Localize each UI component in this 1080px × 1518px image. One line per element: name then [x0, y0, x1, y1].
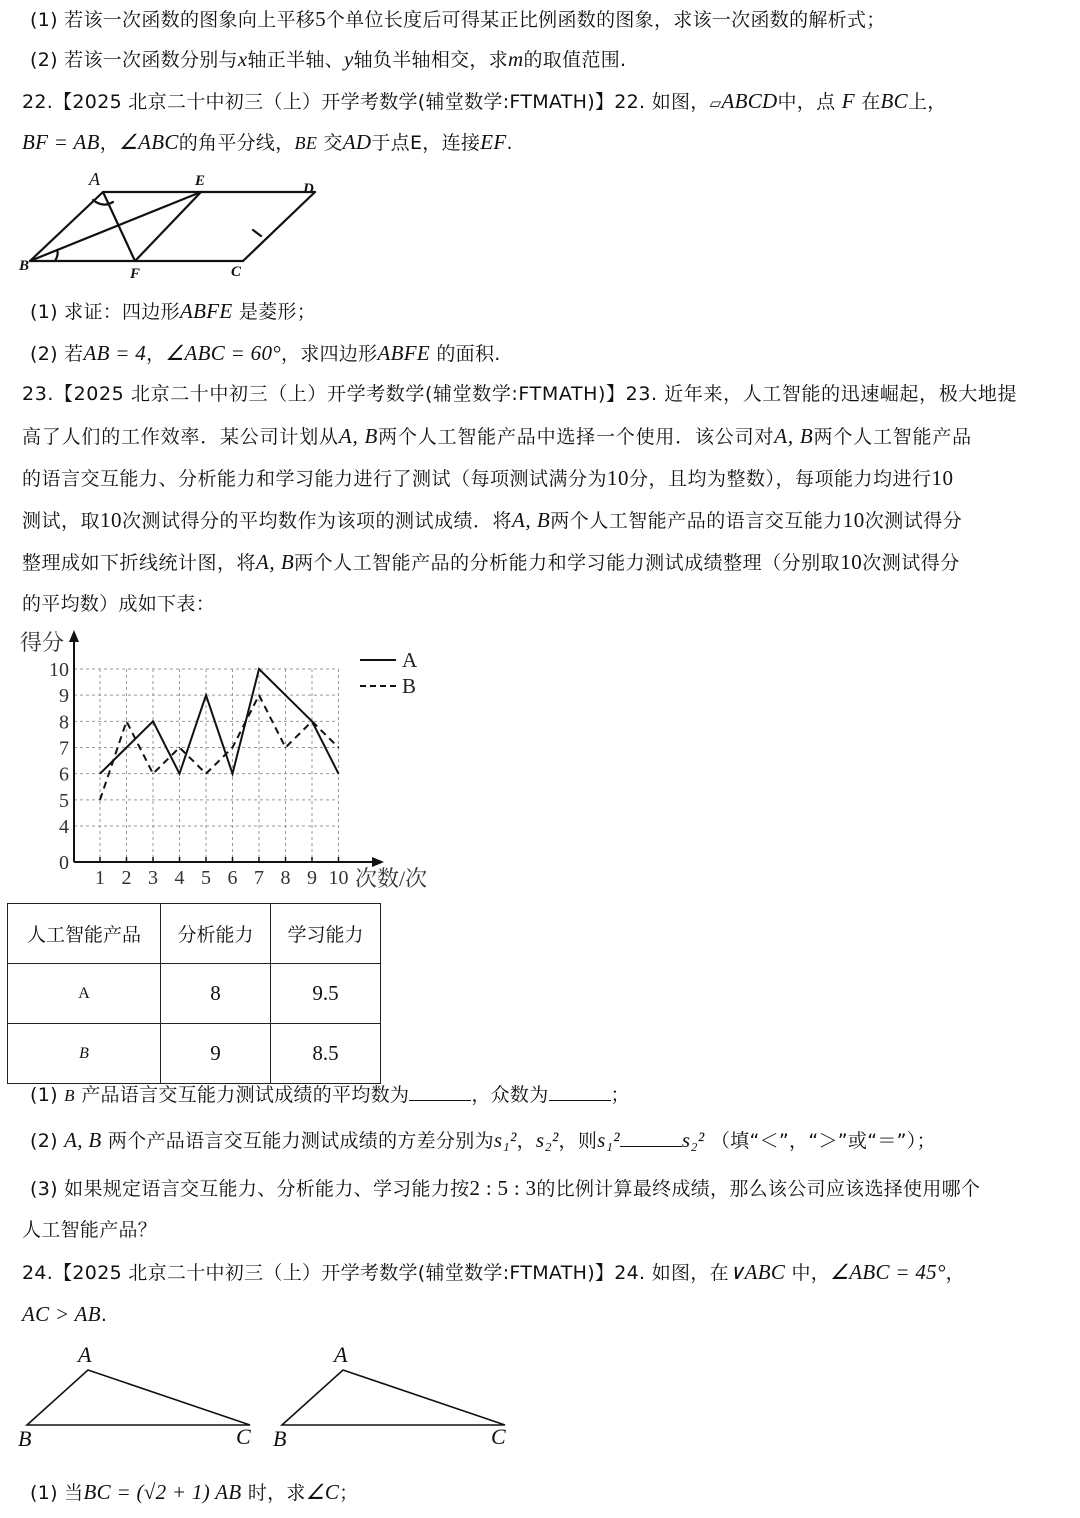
- q23-line5: [22, 549, 960, 576]
- var: EF: [480, 130, 507, 154]
- expr: ∠ABC: [119, 130, 179, 154]
- table-row: [8, 1024, 381, 1084]
- number: 10: [100, 508, 123, 532]
- q21-part2: [30, 46, 626, 73]
- data-point-B: [285, 747, 286, 748]
- data-point-B: [232, 747, 233, 748]
- ability-table: [7, 903, 381, 1084]
- label-A: A: [334, 1342, 348, 1367]
- table-row: [8, 964, 381, 1024]
- text: (1) 求证：四边形: [30, 301, 180, 323]
- data-point-A: [126, 747, 127, 748]
- y-tick-label: 7: [59, 737, 69, 760]
- label-A: A: [89, 169, 100, 189]
- text: ，: [516, 1130, 536, 1152]
- text: 中，点: [777, 91, 836, 113]
- x-axis-label: 次数/次: [355, 866, 428, 891]
- label-B: B: [18, 1426, 32, 1451]
- expr: ∠ABC = 45°: [830, 1260, 946, 1284]
- chart-series: [99, 668, 339, 800]
- expr: ∨ABC: [728, 1260, 786, 1284]
- header-cell: 人工智能产品: [8, 904, 161, 964]
- q24-sub1: [30, 1479, 358, 1506]
- parallelogram-symbol: ▱: [709, 94, 722, 112]
- text: ，: [146, 343, 166, 365]
- text: (1): [30, 1084, 58, 1106]
- y-axis-label: 得分: [20, 630, 65, 655]
- q23-line4: [22, 507, 962, 534]
- x-tick-label: 2: [121, 867, 132, 889]
- answer-blank[interactable]: [620, 1128, 682, 1147]
- x-tick-label: 5: [201, 867, 211, 889]
- text: .: [100, 1304, 108, 1326]
- text: 个单位长度后可得某正比例函数的图象，求该一次函数的解析式；: [325, 9, 886, 31]
- number: 5: [315, 7, 326, 31]
- q24-header: [22, 1259, 965, 1286]
- y-tick-label: 9: [59, 685, 69, 708]
- text: 分，且均为整数），每项能力均进行: [629, 468, 932, 490]
- var: A, B: [774, 424, 814, 448]
- text: 测试，取: [22, 510, 101, 532]
- text: 的面积.: [436, 343, 501, 365]
- text: 是菱形；: [238, 301, 317, 323]
- data-point-B: [338, 747, 339, 748]
- triangle-1: [27, 1370, 250, 1425]
- header-cell: 分析能力: [161, 904, 271, 964]
- triangle-figures: [15, 1340, 525, 1460]
- text: (2) 若: [30, 343, 84, 365]
- text: (3) 如果规定语言交互能力、分析能力、学习能力按: [30, 1178, 470, 1200]
- text: 两个人工智能产品的分析能力和学习能力测试成绩整理（分别取: [294, 552, 841, 574]
- var: BE: [294, 133, 318, 153]
- text: (1) 当: [30, 1482, 84, 1504]
- var: B: [64, 1086, 75, 1105]
- text: (2): [30, 1130, 58, 1152]
- x-tick-label: 9: [307, 867, 317, 889]
- number: 10: [607, 466, 630, 490]
- y-tick-label: 10: [49, 659, 69, 681]
- legend-label-A: A: [402, 648, 418, 672]
- text: ，众数为: [471, 1084, 549, 1106]
- x-tick-label: 3: [148, 867, 158, 889]
- parallelogram-figure: [15, 166, 325, 284]
- var: s₂²: [535, 1128, 559, 1152]
- text: ，则: [558, 1130, 598, 1152]
- text: 在: [861, 91, 881, 113]
- text: 24.【2025 北京二十中初三（上）开学考数学(辅堂数学:FTMATH)】24. 如图，在: [22, 1262, 729, 1284]
- table-header-row: [8, 904, 381, 964]
- text: 中，: [791, 1262, 831, 1284]
- data-point-B: [311, 721, 312, 722]
- number: 10: [842, 508, 865, 532]
- text: 的语言交互能力、分析能力和学习能力进行了测试（每项测试满分为: [22, 468, 608, 490]
- y-tick-label: 6: [59, 763, 69, 786]
- label-B: B: [273, 1426, 287, 1451]
- text: ，: [99, 132, 120, 154]
- label-C: C: [231, 264, 242, 280]
- text: 两个人工智能产品的语言交互能力: [550, 510, 843, 532]
- data-point-A: [99, 773, 100, 774]
- chart-legend: [360, 648, 418, 698]
- q23-sub2: [30, 1127, 936, 1154]
- data-point-A: [152, 721, 153, 722]
- text: ，连接: [422, 132, 481, 154]
- segment-EF: [135, 192, 201, 261]
- text: 轴正半轴、: [247, 49, 344, 71]
- text: 次测试得分: [862, 552, 960, 574]
- var: E: [409, 132, 423, 154]
- text: ；: [610, 1084, 630, 1106]
- segment-AF: [103, 192, 135, 261]
- var: A, B: [64, 1128, 102, 1152]
- var-m: m: [508, 47, 524, 71]
- text: 整理成如下折线统计图，将: [22, 552, 257, 574]
- chart-axes: [69, 630, 384, 867]
- label-F: F: [130, 266, 141, 282]
- var-y: y: [344, 47, 354, 71]
- q23-sub3-cont: 人工智能产品？: [22, 1219, 158, 1241]
- value-cell: 8: [161, 964, 271, 1024]
- q22-sub1: [30, 298, 316, 325]
- label-C: C: [236, 1424, 251, 1449]
- number: 10: [931, 466, 954, 490]
- text: (2) 若该一次函数分别与: [30, 49, 238, 71]
- var: s₂²: [681, 1128, 705, 1152]
- answer-blank[interactable]: [409, 1082, 471, 1101]
- header-cell: 学习能力: [271, 904, 381, 964]
- var: ABFE: [377, 341, 430, 365]
- ratio: 2 : 5 : 3: [469, 1176, 537, 1200]
- data-point-A: [285, 695, 286, 696]
- value-cell: 9.5: [271, 964, 381, 1024]
- angle-mark-A: [93, 200, 113, 205]
- data-point-B: [205, 773, 206, 774]
- q22-sub2: [30, 340, 501, 367]
- label-C: C: [491, 1424, 506, 1449]
- data-point-A: [338, 773, 339, 774]
- text: 次测试得分的平均数作为该项的测试成绩．将: [122, 510, 513, 532]
- q22-line2: [22, 129, 513, 156]
- var-x: x: [237, 47, 248, 71]
- data-point-B: [258, 695, 259, 696]
- expr: BC = (√2 + 1) AB: [83, 1480, 242, 1504]
- data-point-A: [258, 668, 259, 669]
- label-D: D: [303, 181, 314, 197]
- x-tick-label: 7: [254, 867, 264, 889]
- text: 时，求: [247, 1482, 306, 1504]
- legend-label-B: B: [402, 674, 417, 698]
- y-tick-label: 4: [59, 816, 69, 838]
- var: A, B: [256, 550, 295, 574]
- var: BC: [880, 89, 908, 113]
- text: 的取值范围.: [523, 49, 627, 71]
- q23-line6: 的平均数）成如下表：: [22, 593, 216, 615]
- q23-sub3: [30, 1175, 980, 1202]
- x-tick-label: 10: [328, 867, 349, 889]
- expr: ∠ABC = 60°: [165, 341, 281, 365]
- answer-blank[interactable]: [549, 1082, 611, 1101]
- text: 的比例计算最终成绩，那么该公司应该选择使用哪个: [536, 1178, 981, 1200]
- text: 上，: [907, 91, 947, 113]
- label-B: B: [19, 258, 30, 274]
- var: s₁²: [493, 1128, 517, 1152]
- y-tick-label: 8: [59, 711, 69, 734]
- q24-line2: [22, 1301, 107, 1328]
- text: 22.【2025 北京二十中初三（上）开学考数学(辅堂数学:FTMATH)】22. 如图，: [22, 91, 710, 113]
- text: 两个人工智能产品: [813, 426, 972, 448]
- y-tick-label: 5: [59, 789, 69, 812]
- tick-mark-DC: [253, 230, 261, 236]
- y-tick-label: 0: [59, 852, 69, 874]
- value-cell: 9: [161, 1024, 271, 1084]
- line-chart: [10, 622, 450, 894]
- text: 交: [323, 132, 343, 154]
- expr: AB = 4: [83, 341, 147, 365]
- q23-line2: [22, 423, 972, 450]
- text: 的角平分线，: [178, 132, 295, 154]
- var: A, B: [512, 508, 551, 532]
- data-point-B: [99, 799, 100, 800]
- q23-line3: [22, 465, 954, 492]
- product-cell: A: [8, 964, 161, 1024]
- text: （填“＜”，“＞”或“＝”）；: [710, 1130, 936, 1152]
- data-point-B: [179, 747, 180, 748]
- x-tick-label: 1: [95, 867, 105, 889]
- text: ，: [945, 1262, 965, 1284]
- q22-header: [22, 88, 947, 116]
- value-cell: 8.5: [271, 1024, 381, 1084]
- text: 轴负半轴相交，求: [353, 49, 509, 71]
- label-E: E: [195, 173, 206, 189]
- var: F: [841, 89, 855, 113]
- text: 次测试得分: [864, 510, 963, 532]
- var: ABFE: [179, 299, 233, 323]
- data-point-A: [179, 773, 180, 774]
- number: 10: [840, 550, 863, 574]
- y-axis-arrow: [69, 630, 79, 642]
- x-tick-label: 4: [174, 867, 185, 889]
- q23-line1: 23.【2025 北京二十中初三（上）开学考数学(辅堂数学:FTMATH)】23. 近年来，人工智能的迅速崛起，极大地提: [22, 383, 1018, 405]
- text: 两个产品语言交互能力测试成绩的方差分别为: [107, 1130, 494, 1152]
- product-cell: B: [8, 1024, 161, 1084]
- text: 高了人们的工作效率．某公司计划从: [22, 426, 339, 448]
- data-point-B: [152, 773, 153, 774]
- var: s₁²: [597, 1128, 620, 1152]
- expr: ∠C: [305, 1480, 340, 1504]
- var: AD: [342, 130, 372, 154]
- expr: BF = AB: [22, 130, 100, 154]
- segment-BE: [30, 192, 201, 261]
- var: A, B: [338, 424, 379, 448]
- text: 于点: [371, 132, 410, 154]
- data-point-A: [232, 773, 233, 774]
- expr: AC > AB: [22, 1302, 101, 1326]
- data-point-B: [126, 721, 127, 722]
- label-A: A: [78, 1342, 92, 1367]
- text: .: [506, 132, 513, 154]
- x-tick-label: 6: [227, 867, 238, 889]
- segment-AB: [30, 192, 103, 261]
- q23-sub1: [30, 1082, 630, 1109]
- text: ，求四边形: [280, 343, 378, 365]
- text: (1) 若该一次函数的图象向上平移: [30, 9, 316, 31]
- text: 两个人工智能产品中选择一个使用．该公司对: [378, 426, 775, 448]
- triangle-2: [282, 1370, 505, 1425]
- x-tick-label: 8: [280, 867, 291, 889]
- text: ；: [339, 1482, 359, 1504]
- q21-part1: [30, 6, 886, 33]
- data-point-A: [205, 695, 206, 696]
- text: 产品语言交互能力测试成绩的平均数为: [81, 1084, 410, 1106]
- segment-DC: [243, 192, 315, 261]
- var: ABCD: [721, 89, 778, 113]
